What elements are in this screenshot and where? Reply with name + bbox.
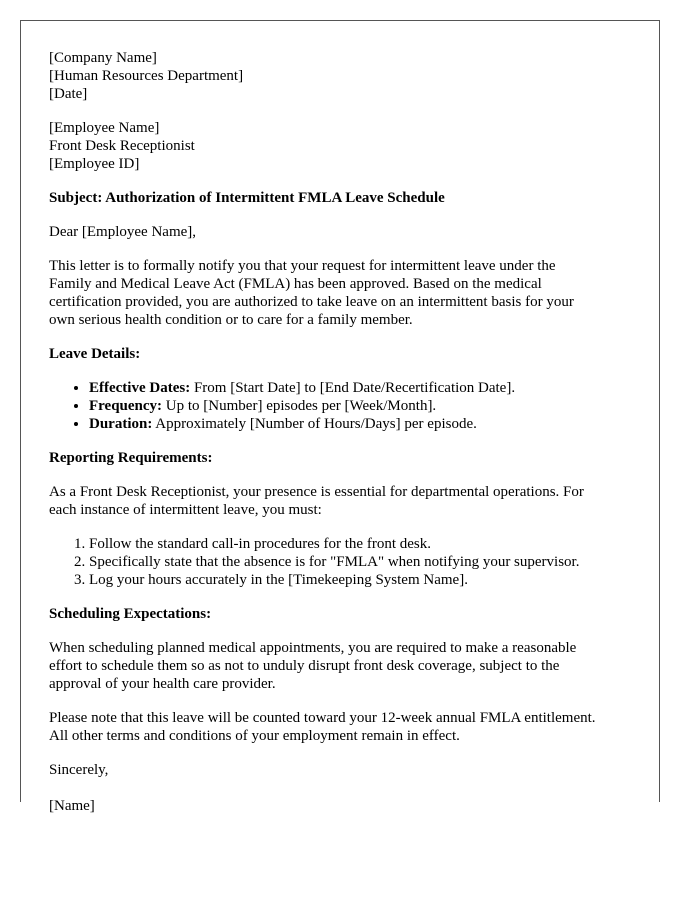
- item-label: Duration:: [89, 416, 153, 432]
- list-item: [89, 415, 639, 433]
- department-name: [Human Resources Department]: [49, 68, 244, 84]
- reporting-heading: Reporting Requirements:: [49, 450, 213, 466]
- intro-line: This letter is to formally notify you that your request for intermittent leave under the: [49, 258, 556, 274]
- list-item: [89, 397, 639, 415]
- intro-line: own serious health condition or to care for a family member.: [49, 312, 413, 328]
- list-item: [89, 379, 639, 397]
- reporting-paragraph: [49, 483, 639, 519]
- letter-date: [Date]: [49, 86, 88, 102]
- scheduling-heading: Scheduling Expectations:: [49, 606, 212, 622]
- item-text: Approximately [Number of Hours/Days] per episode.: [152, 416, 477, 432]
- subject-line: Subject: Authorization of Intermittent FMLA Leave Schedule: [49, 190, 445, 206]
- recipient-id: [Employee ID]: [49, 156, 140, 172]
- intro-paragraph: [49, 257, 639, 329]
- scheduling-line: When scheduling planned medical appointments, you are required to make a reasonable: [49, 640, 577, 656]
- sender-block: [49, 49, 639, 103]
- intro-line: Family and Medical Leave Act (FMLA) has been approved. Based on the medical: [49, 276, 542, 292]
- item-text: From [Start Date] to [End Date/Recertification Date].: [190, 380, 516, 396]
- leave-details-list: [49, 379, 639, 433]
- salutation: Dear [Employee Name],: [49, 224, 197, 240]
- closing-line: Please note that this leave will be counted toward your 12-week annual FMLA entitlement.: [49, 710, 596, 726]
- closing-paragraph: [49, 709, 639, 745]
- list-item: 3. Log your hours accurately in the [Timekeeping System Name].: [89, 571, 639, 589]
- list-item: 2. Specifically state that the absence is for "FMLA" when notifying your supervisor.: [89, 553, 639, 571]
- letter-content: [49, 49, 639, 795]
- scheduling-line: effort to schedule them so as not to unduly disrupt front desk coverage, subject to the: [49, 658, 560, 674]
- item-label: Effective Dates:: [89, 380, 191, 396]
- intro-line: certification provided, you are authorized to take leave on an intermittent basis for your: [49, 294, 574, 310]
- reporting-line: each instance of intermittent leave, you must:: [49, 502, 322, 518]
- recipient-name: [Employee Name]: [49, 120, 160, 136]
- item-label: Frequency:: [89, 398, 163, 414]
- signer-name-partial: [Name]: [49, 798, 95, 814]
- item-text: Up to [Number] episodes per [Week/Month].: [162, 398, 437, 414]
- list-item: 1. Follow the standard call-in procedures for the front desk.: [89, 535, 639, 553]
- reporting-steps-list: [49, 535, 639, 589]
- recipient-block: [49, 119, 639, 173]
- closing-line: All other terms and conditions of your employment remain in effect.: [49, 728, 460, 744]
- scheduling-line: approval of your health care provider.: [49, 676, 276, 692]
- company-name: [Company Name]: [49, 50, 157, 66]
- recipient-title: Front Desk Receptionist: [49, 138, 195, 154]
- reporting-line: As a Front Desk Receptionist, your presence is essential for departmental operations. For: [49, 484, 584, 500]
- scheduling-paragraph: [49, 639, 639, 693]
- letter-page: [20, 20, 660, 814]
- signoff: Sincerely,: [49, 762, 109, 778]
- leave-details-heading: Leave Details:: [49, 346, 141, 362]
